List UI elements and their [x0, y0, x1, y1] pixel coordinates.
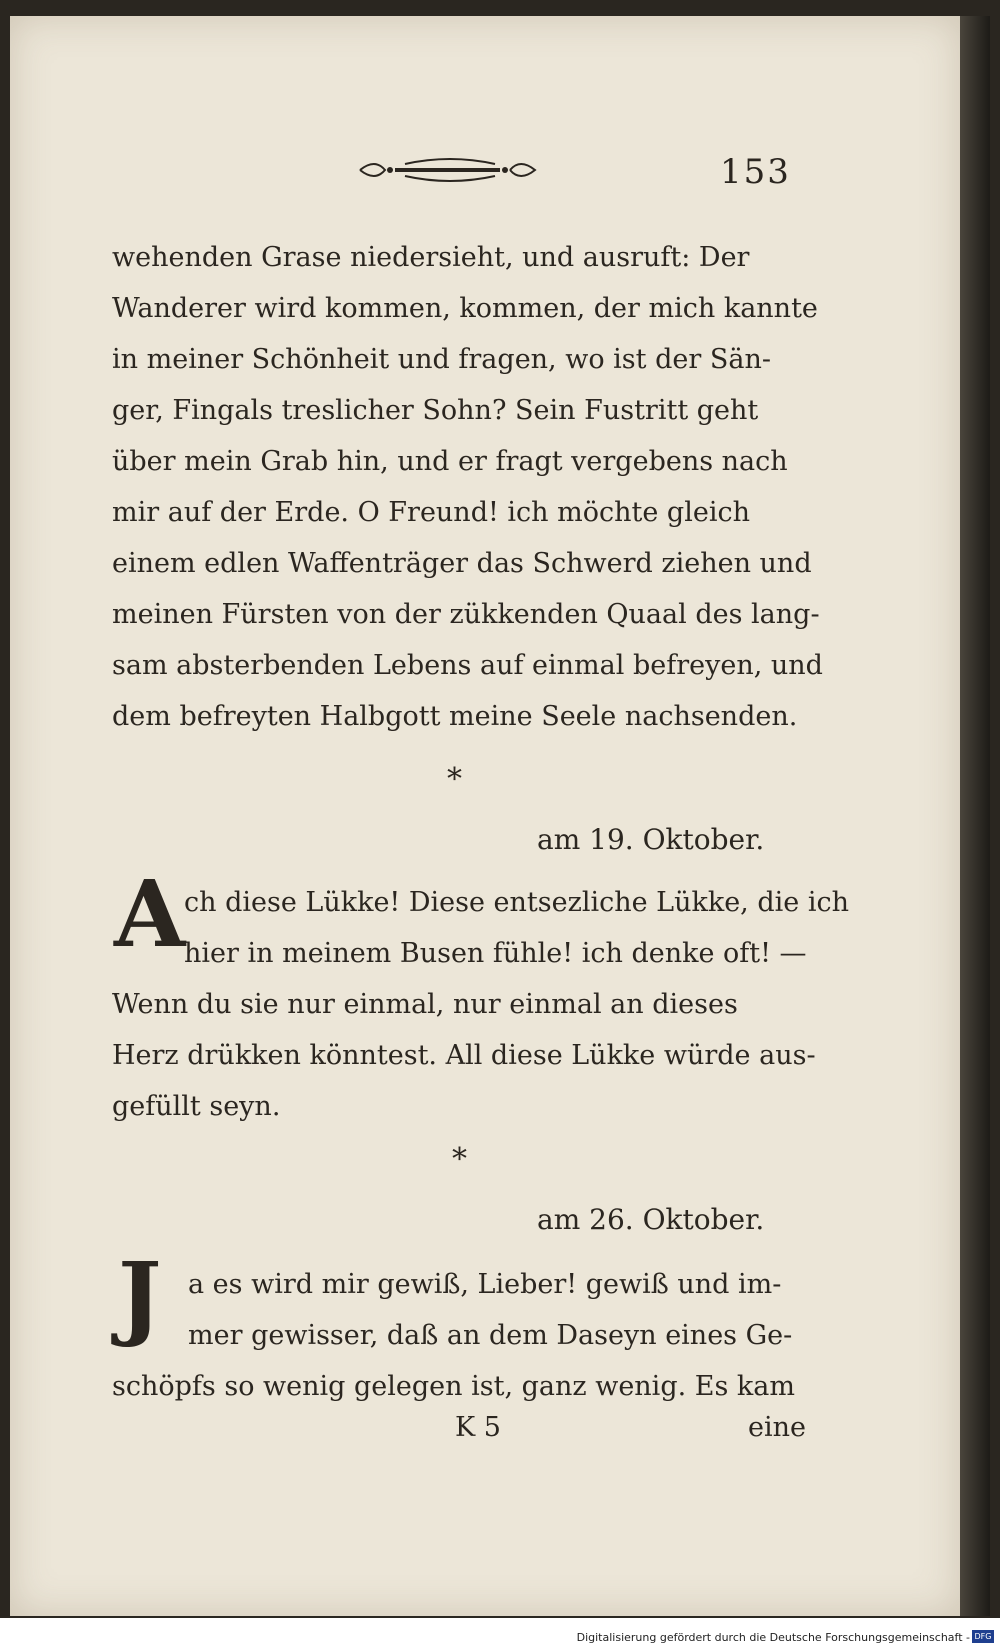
entry-2-text — [112, 1259, 795, 1412]
text-line: meinen Fürsten von der zükkenden Quaal des lang- — [112, 599, 820, 630]
signature-mark: K 5 — [455, 1412, 501, 1443]
text-line: dem befreyten Halbgott meine Seele nachsenden. — [112, 701, 798, 732]
text-line: ch diese Lükke! Diese entsezliche Lükke, die ich — [184, 887, 849, 918]
text-line: a es wird mir gewiß, Lieber! gewiß und im- — [188, 1269, 782, 1300]
entry-date: am 19. Oktober. — [537, 823, 765, 856]
text-line: über mein Grab hin, und er fragt vergebens nach — [112, 446, 788, 477]
text-line: in meiner Schönheit und fragen, wo ist der Sän- — [112, 344, 771, 375]
text-line: Wanderer wird kommen, kommen, der mich kannte — [112, 293, 818, 324]
text-line: einem edlen Waffenträger das Schwerd ziehen und — [112, 548, 812, 579]
text-line: Wenn du sie nur einmal, nur einmal an dieses — [112, 989, 738, 1020]
catchword: eine — [748, 1412, 806, 1443]
text-line: wehenden Grase niedersieht, und ausruft: Der — [112, 242, 750, 273]
dfg-logo-icon: DFG — [972, 1630, 994, 1643]
paragraph-1 — [112, 232, 823, 742]
entry-1-text — [112, 877, 849, 1132]
text-line: schöpfs so wenig gelegen ist, ganz wenig. Es kam — [112, 1371, 795, 1402]
text-line: hier in meinem Busen fühle! ich denke oft! — — [184, 938, 807, 969]
text-line: mir auf der Erde. O Freund! ich möchte gleich — [112, 497, 750, 528]
text-line: Herz drükken könntest. All diese Lükke würde aus- — [112, 1040, 816, 1071]
page-number: 153 — [720, 152, 791, 192]
text-line: sam absterbenden Lebens auf einmal befreyen, und — [112, 650, 823, 681]
digitization-credit: Digitalisierung gefördert durch die Deutsche Forschungsgemeinschaft - — [576, 1631, 970, 1644]
section-separator: * — [452, 1142, 467, 1177]
ornament-icon — [355, 150, 540, 190]
drop-cap: A — [114, 860, 186, 968]
text-line: mer gewisser, daß an dem Daseyn eines Ge- — [188, 1320, 793, 1351]
text-line: gefüllt seyn. — [112, 1091, 281, 1122]
entry-date: am 26. Oktober. — [537, 1203, 765, 1236]
page-edge — [960, 16, 990, 1616]
text-line: ger, Fingals treslicher Sohn? Sein Fustritt geht — [112, 395, 759, 426]
section-separator: * — [447, 762, 462, 797]
drop-cap: J — [118, 1242, 162, 1350]
